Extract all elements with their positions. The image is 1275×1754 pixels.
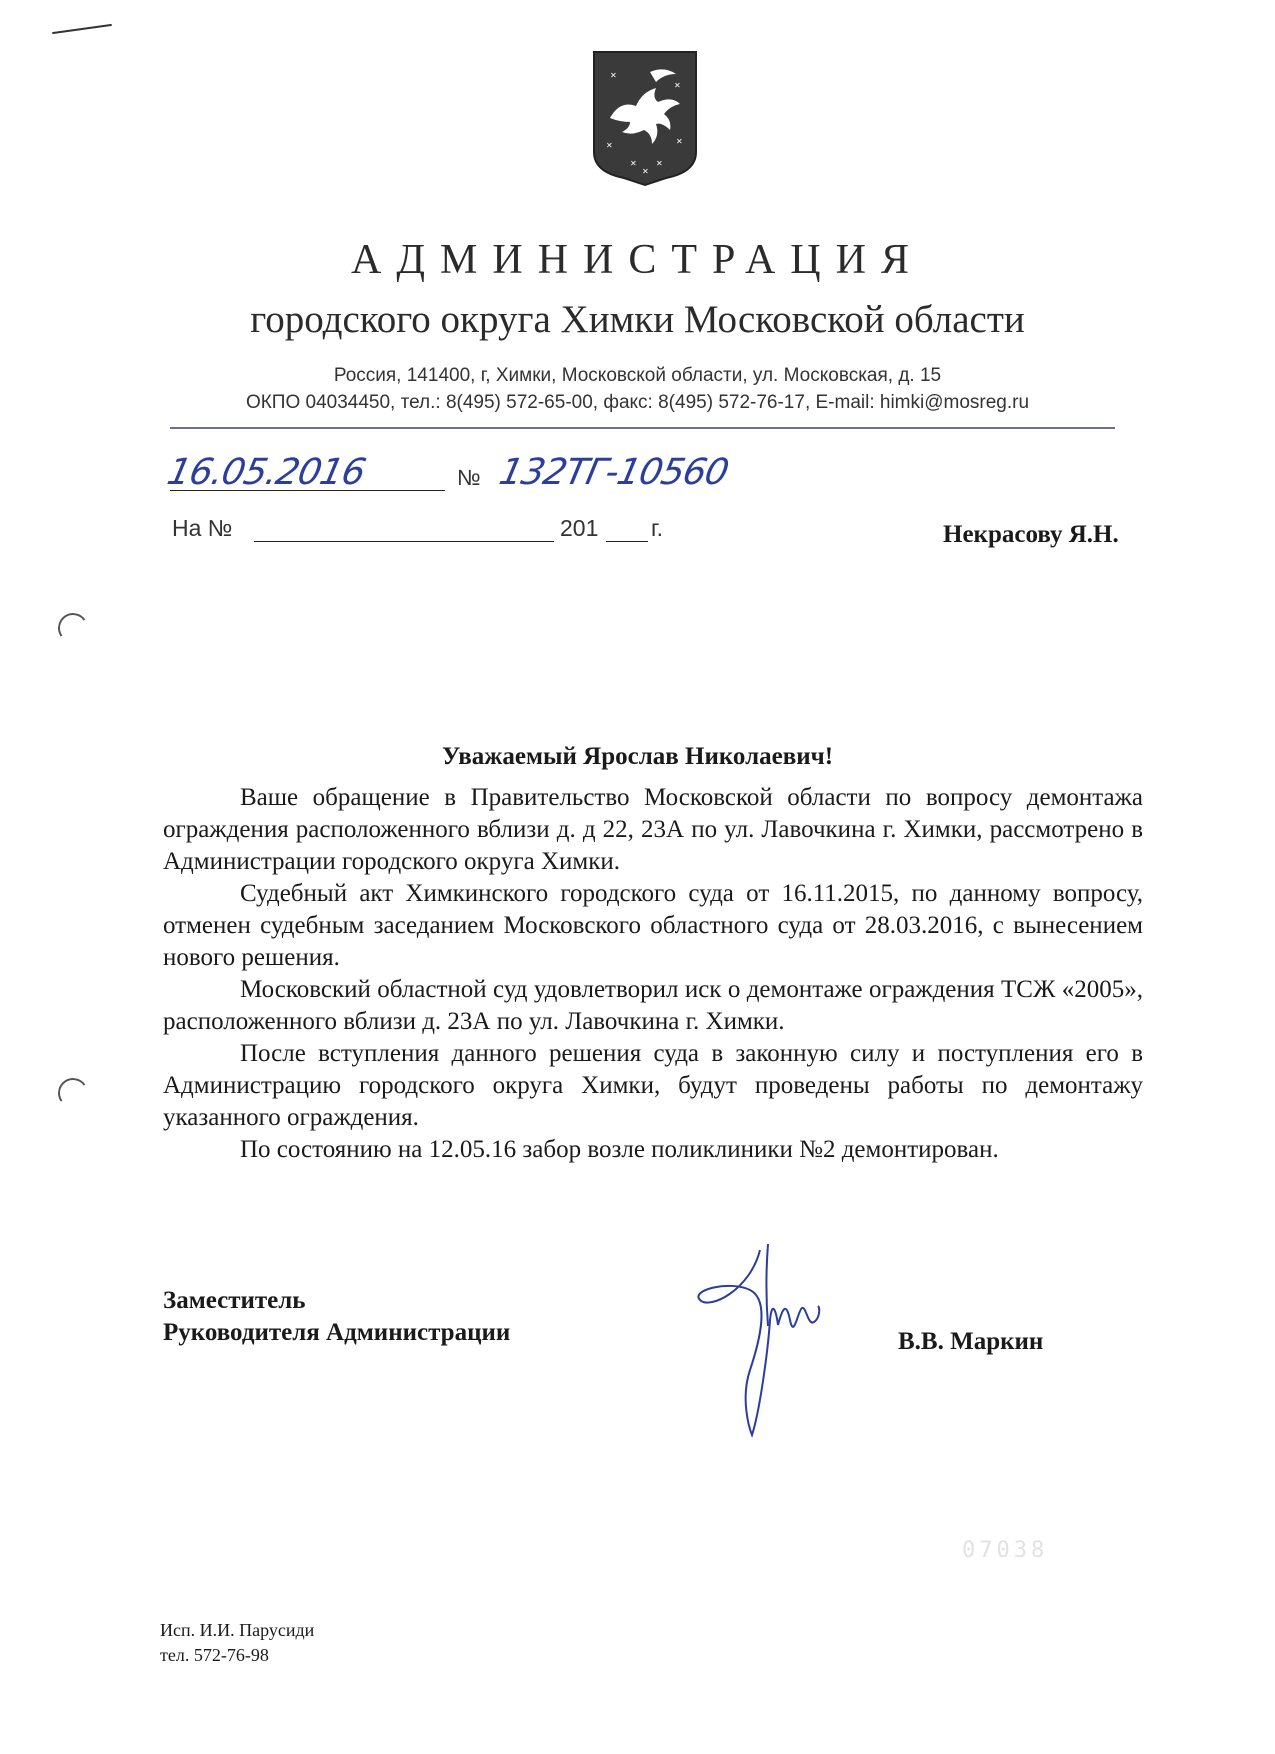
reference-year-underline (606, 541, 648, 542)
body-paragraph: Московский областной суд удовлетворил иск о демонтаже ограждения ТСЖ «2005», расположенного вблизи д. 23А по ул. Лавочкина г. Химки. (163, 976, 1143, 1035)
executor-info (160, 1618, 314, 1668)
executor-name: Исп. И.И. Парусиди (160, 1620, 315, 1640)
punch-hole-mark (56, 1076, 91, 1111)
svg-text:✕: ✕ (674, 81, 681, 90)
svg-text:✕: ✕ (610, 71, 617, 80)
faint-registration-stamp: 07038 (962, 1538, 1049, 1563)
contacts-line: ОКПО 04034450, тел.: 8(495) 572-65-00, факс: 8(495) 572-76-17, E-mail: himki@mosreg.ru (245, 392, 1030, 413)
letter-body (163, 782, 1143, 1166)
outgoing-date-handwritten: 16.05.2016 (163, 452, 369, 493)
signer-position-line: Руководителя Администрации (163, 1319, 511, 1346)
body-paragraph: После вступления данного решения суда в законную силу и поступления его в Администрацию городского округа Химки, будут проведены работы по демонтажу указанного ограждения. (163, 1040, 1143, 1131)
reference-year: 201 (560, 515, 599, 541)
body-paragraph: Ваше обращение в Правительство Московской области по вопросу демонтажа ограждения расположенного вблизи д. д 22, 23А по ул. Лавочкина г. Химки, рассмотрено в Администрации городского округа Химки. (163, 784, 1143, 875)
svg-text:✕: ✕ (656, 159, 663, 168)
margin-scratch (52, 24, 112, 34)
salutation: Уважаемый Ярослав Николаевич! (441, 743, 834, 770)
signer-position (163, 1285, 510, 1349)
coat-of-arms-icon (590, 48, 700, 188)
signer-position-line: Заместитель (163, 1287, 306, 1314)
reference-label: На № (172, 515, 233, 541)
signer-name: В.В. Маркин (898, 1328, 1044, 1355)
svg-text:✕: ✕ (642, 167, 649, 176)
date-underline (170, 490, 445, 491)
organization-title: АДМИНИСТРАЦИЯ (351, 237, 924, 283)
svg-text:✕: ✕ (606, 141, 613, 150)
punch-hole-mark (56, 611, 91, 646)
address-line: Россия, 141400, г, Химки, Московской области, ул. Московская, д. 15 (333, 365, 942, 386)
reference-underline (254, 541, 554, 542)
handwritten-signature (690, 1230, 870, 1450)
recipient-name: Некрасову Я.Н. (943, 521, 1119, 548)
organization-subtitle: городского округа Химки Московской области (250, 298, 1025, 341)
header-divider (170, 427, 1115, 429)
executor-phone: тел. 572-76-98 (160, 1645, 269, 1665)
body-paragraph: По состоянию на 12.05.16 забор возле поликлиники №2 демонтирован. (240, 1136, 999, 1163)
reference-year-suffix: г. (651, 515, 663, 541)
svg-text:✕: ✕ (630, 159, 637, 168)
number-label: № (457, 465, 481, 490)
body-paragraph: Судебный акт Химкинского городского суда от 16.11.2015, по данному вопросу, отменен судебным заседанием Московского областного суда от 28.03.2016, с вынесением нового решения. (163, 880, 1143, 971)
outgoing-number-handwritten: 132ТГ-10560 (495, 452, 732, 493)
svg-text:✕: ✕ (676, 137, 683, 146)
